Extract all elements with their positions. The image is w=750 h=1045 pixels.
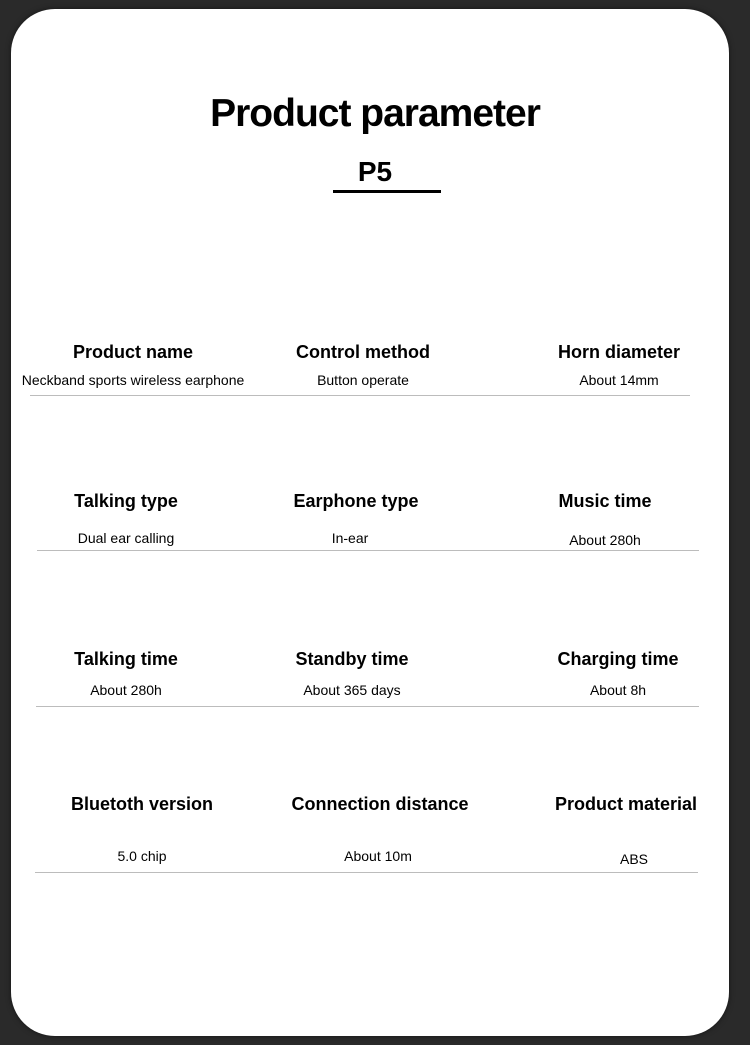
param-label: Bluetoth version bbox=[70, 794, 213, 814]
model-underline bbox=[333, 190, 441, 193]
page-title: Product parameter bbox=[210, 92, 540, 135]
parameter-row-4 bbox=[0, 792, 750, 872]
param-label: Product name bbox=[72, 342, 194, 362]
row-divider bbox=[35, 872, 698, 873]
param-label: Product material bbox=[554, 794, 698, 814]
param-value: 5.0 chip bbox=[117, 848, 167, 864]
param-value: In-ear bbox=[331, 530, 369, 546]
param-label: Charging time bbox=[557, 649, 679, 669]
model-name: P5 bbox=[357, 156, 393, 187]
parameter-row-3 bbox=[0, 647, 750, 727]
param-value: ABS bbox=[619, 851, 648, 867]
row-divider bbox=[30, 395, 690, 396]
parameter-row-2 bbox=[0, 489, 750, 569]
param-value: About 14mm bbox=[579, 372, 659, 388]
param-label: Music time bbox=[558, 491, 652, 511]
param-value: About 280h bbox=[90, 682, 162, 698]
param-label: Horn diameter bbox=[557, 342, 681, 362]
param-value: Button operate bbox=[317, 372, 409, 388]
param-value: About 10m bbox=[344, 848, 412, 864]
param-value: Neckband sports wireless earphone bbox=[21, 372, 245, 388]
parameter-row-1 bbox=[0, 340, 750, 420]
param-label: Talking type bbox=[74, 491, 178, 511]
row-divider bbox=[37, 550, 699, 551]
param-value: About 365 days bbox=[303, 682, 401, 698]
param-label: Earphone type bbox=[293, 491, 419, 511]
param-label: Connection distance bbox=[291, 794, 469, 814]
param-label: Talking time bbox=[74, 649, 178, 669]
param-label: Control method bbox=[296, 342, 430, 362]
param-value: Dual ear calling bbox=[77, 530, 175, 546]
param-value: About 8h bbox=[589, 682, 647, 698]
row-divider bbox=[36, 706, 699, 707]
param-label: Standby time bbox=[295, 649, 409, 669]
param-value: About 280h bbox=[569, 532, 641, 548]
